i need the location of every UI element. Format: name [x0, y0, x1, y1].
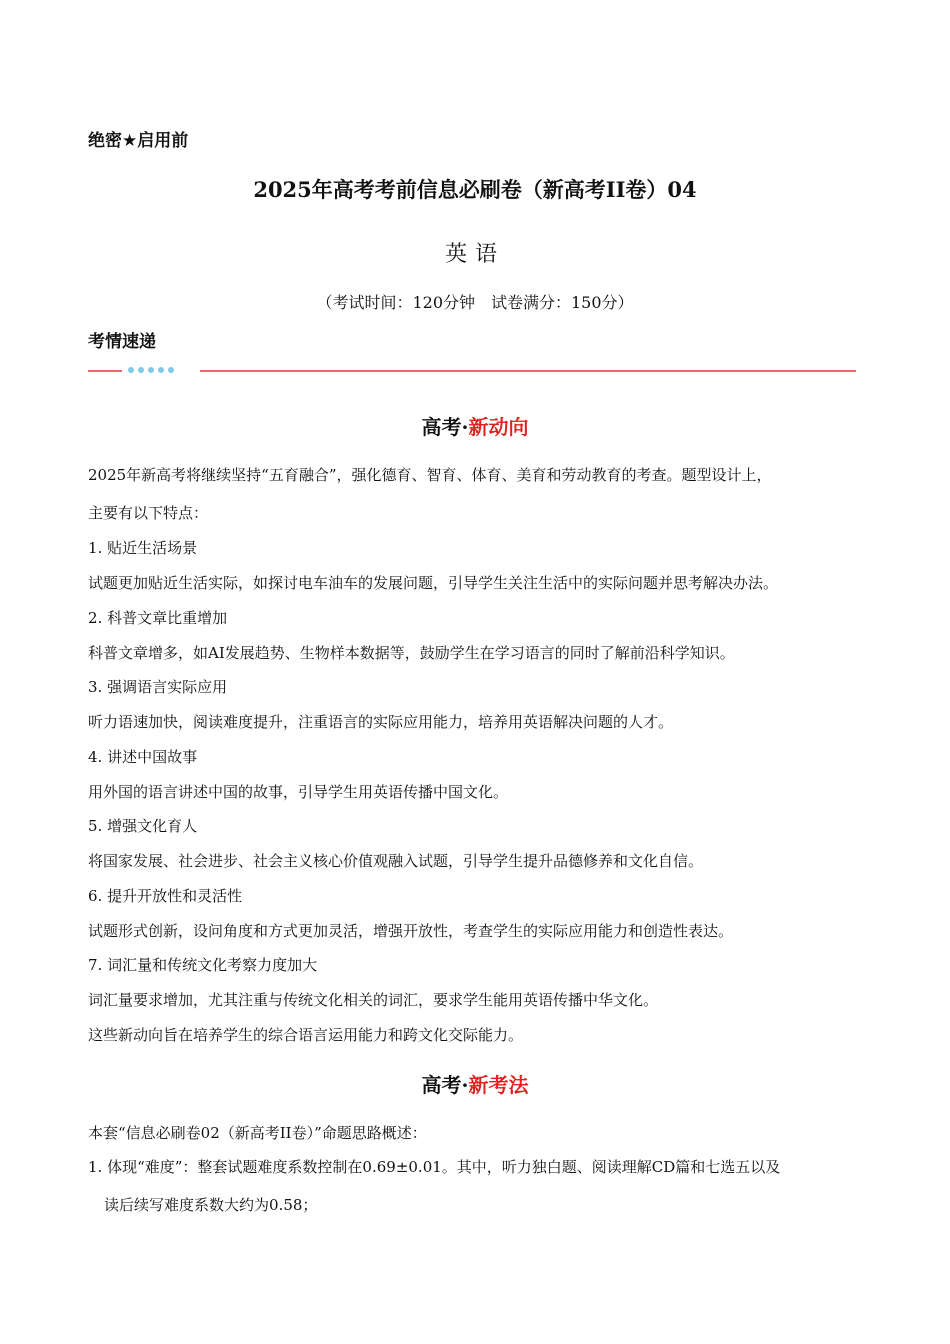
paragraph-line: 试题形式创新，设问角度和方式更加灵活，增强开放性，考查学生的实际应用能力和创造性表达。	[88, 922, 734, 940]
paragraph-line: 将国家发展、社会进步、社会主义核心价值观融入试题，引导学生提升品德修养和文化自信。	[88, 852, 704, 870]
exam-title: 2025年高考考前信息必刷卷（新高考II卷）04	[253, 177, 697, 202]
subject-title: 英语	[444, 242, 505, 267]
heading-highlight: 新动向	[468, 415, 529, 439]
paragraph-line: 用外国的语言讲述中国的故事，引导学生用英语传播中国文化。	[88, 783, 509, 801]
paragraph-line: 试题更加贴近生活实际，如探讨电车油车的发展问题，引导学生关注生活中的实际问题并思考解决办法。	[88, 574, 779, 592]
paragraph-line: 听力语速加快，阅读难度提升，注重语言的实际应用能力，培养用英语解决问题的人才。	[88, 713, 674, 731]
list-item-title: 5. 增强文化育人	[88, 817, 198, 835]
paragraph-line: 这些新动向旨在培养学生的综合语言运用能力和跨文化交际能力。	[88, 1026, 524, 1044]
exam-info: （考试时间：120分钟 试卷满分：150分）	[316, 293, 634, 312]
list-item-title: 4. 讲述中国故事	[88, 748, 198, 766]
paragraph-line: 2025年新高考将继续坚持“五育融合”，强化德育、智育、体育、美育和劳动教育的考查。题型设计上，	[88, 466, 772, 484]
heading-prefix: 高考·	[421, 415, 469, 439]
decorative-divider	[88, 364, 856, 376]
paragraph-line: 主要有以下特点：	[88, 504, 209, 522]
list-item-line: 1. 体现“难度”：整套试题难度系数控制在0.69±0.01。其中，听力独白题、阅读理解CD篇和七选五以及	[88, 1158, 781, 1176]
divider-dot	[128, 367, 134, 373]
heading-highlight: 新考法	[468, 1073, 529, 1097]
section-heading-new-trends	[0, 411, 950, 440]
list-item-title: 6. 提升开放性和灵活性	[88, 887, 243, 905]
paragraph-line: 词汇量要求增加，尤其注重与传统文化相关的词汇，要求学生能用英语传播中华文化。	[88, 991, 659, 1009]
section-label: 考情速递	[88, 332, 156, 352]
list-item-title: 2. 科普文章比重增加	[88, 609, 228, 627]
divider-line-right	[200, 370, 856, 372]
list-item-continuation: 读后续写难度系数大约为0.58；	[104, 1196, 318, 1214]
list-item-title: 1. 贴近生活场景	[88, 539, 198, 557]
divider-dot	[138, 367, 144, 373]
divider-dot	[158, 367, 164, 373]
paragraph-line: 本套“信息必刷卷02（新高考II卷）”命题思路概述：	[88, 1124, 427, 1142]
confidential-label: 绝密★启用前	[88, 131, 189, 151]
list-item-title: 3. 强调语言实际应用	[88, 678, 228, 696]
heading-prefix: 高考·	[421, 1073, 469, 1097]
divider-dot	[168, 367, 174, 373]
divider-line-left	[88, 370, 122, 372]
divider-dot	[148, 367, 154, 373]
list-item-title: 7. 词汇量和传统文化考察力度加大	[88, 956, 318, 974]
paragraph-line: 科普文章增多，如AI发展趋势、生物样本数据等，鼓励学生在学习语言的同时了解前沿科学知识。	[88, 644, 735, 662]
section-heading-new-methods	[0, 1069, 950, 1098]
divider-dots	[128, 365, 174, 373]
